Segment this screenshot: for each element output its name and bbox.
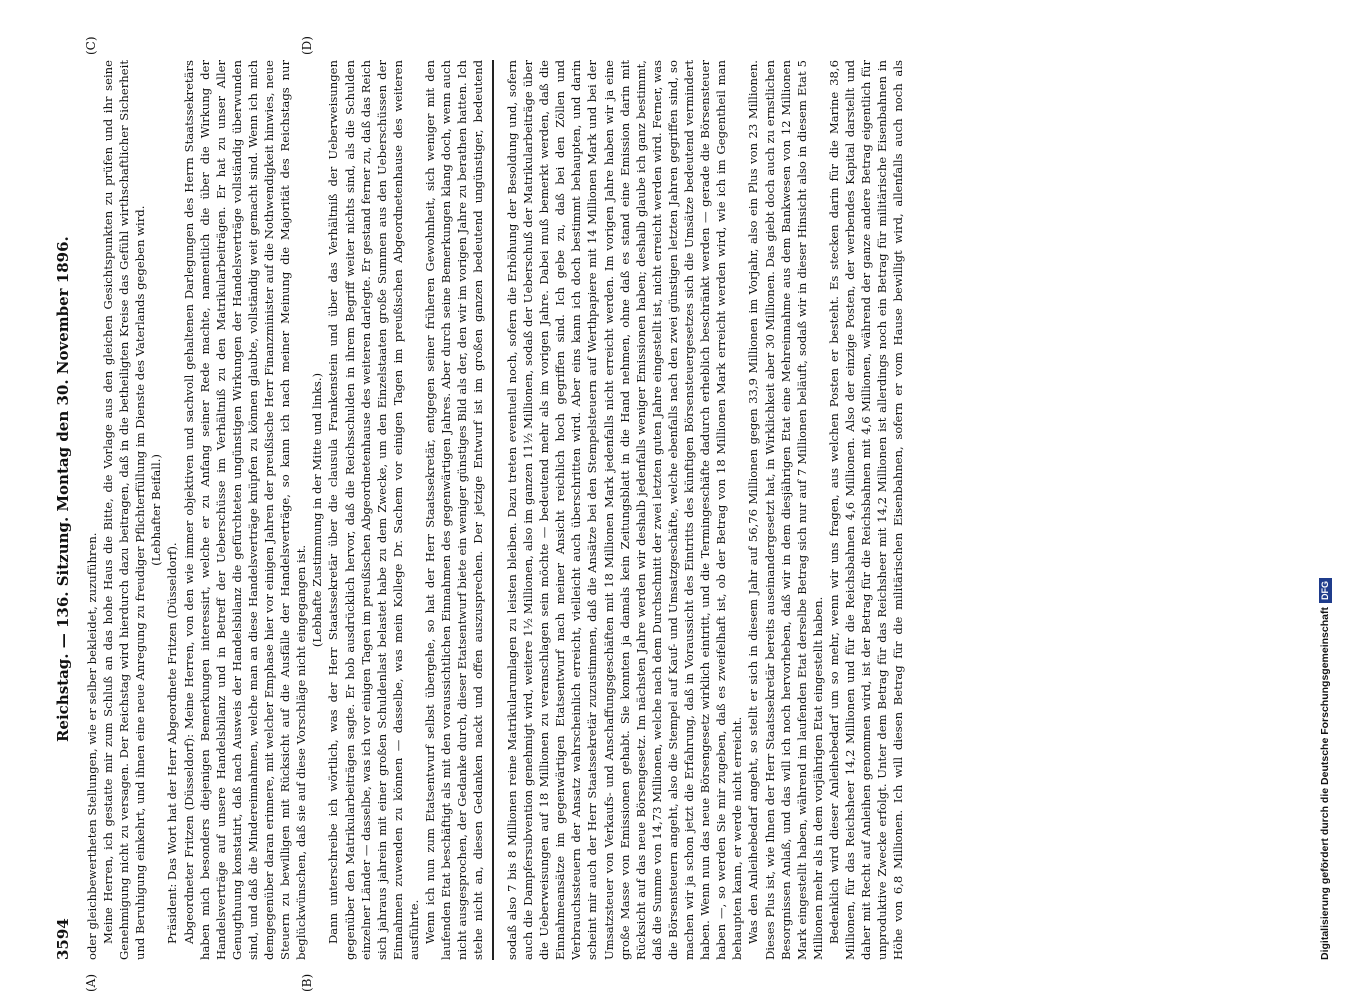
applause-note: (Lebhafte Zustimmung in der Mitte und links.) — [310, 372, 325, 648]
section-marker-b: (B) — [300, 973, 314, 992]
digitization-note-text: Digitalisierung gefördert durch die Deutsche Forschungsgemeinschaft — [1319, 607, 1331, 960]
page-number: 3594 — [54, 918, 72, 960]
page-title: Reichstag. — 136. Sitzung. Montag den 30. November 1896. — [54, 236, 72, 743]
left-column — [84, 60, 489, 960]
applause-note: (Lebhafter Beifall.) — [149, 454, 164, 566]
paragraph: Meine Herren, ich gestatte mir zum Schluß an das hohe Haus die Bitte, die Vorlage aus den gleichen Gesichtspunkten zu prüfen und ihr seine Genehmigung nicht zu versagen. Der Reichstag wird hierdurch dazu beitragen, daß in die betheiligten Kreise das Gefühl wirthschaftlicher Sicherheit und Beruhigung einkehrt, und ihnen eine neue Anregung zu freudiger Pflichterfüllung im Dienste des Vaterlands gegeben wird. — [101, 60, 148, 960]
section-marker-d: (D) — [300, 36, 314, 55]
column-divider — [492, 60, 494, 960]
speaker-announcement: Präsident: Das Wort hat der Herr Abgeordnete Fritzen (Düsseldorf). — [165, 542, 180, 944]
right-column — [504, 60, 909, 960]
paragraph: Abgeordneter Fritzen (Düsseldorf): Meine Herren, von den wie immer objektiven und sachvoll gehaltenen Darlegungen des Herrn Staatssekretärs haben mich besonders diejenigen Bemerkungen interessirt, welche er zu Anfang seiner Rede machte, namentlich die über die Wirkung der Handelsverträge auf unsere Handelsbilanz und in Betreff der Ueberschüsse im Verhältniß zu den Matrikularbeiträgen. Er hat zu unser Aller Genugthuung konstatirt, daß nach Ausweis der Handelsbilanz die gefürchteten ungünstigen Wirkungen der Handelsverträge vollständig überwunden sind, und daß die Mindereinnahmen, welche man an diese Handelsverträge knüpfen zu können glaubte, vollständig weit gemacht sind. Wenn ich mich demgegenüber daran erinnere, mit welcher Emphase hier vor einigen Jahren der preußische Herr Finanzminister auf die Nothwendigkeit hinwies, neue Steuern zu bewilligen mit Rücksicht auf die Ausfälle der Handelsverträge, so kann ich nach meiner Meinung die Majorität des Reichstags nur beglückwünschen, daß sie auf diese Vorschläge nicht eingegangen ist. — [181, 60, 309, 960]
dfg-logo: DFG — [1319, 578, 1332, 603]
section-marker-a: (A) — [84, 973, 98, 992]
digitization-note — [1313, 10, 1337, 960]
paragraph: oder gleichbewertheten Stellungen, wie er selber bekleidet, zuzuführen. — [85, 532, 99, 960]
page-header — [52, 60, 74, 960]
paragraph: Wenn ich nun zum Etatsentwurf selbst übergehe, so hat der Herr Staatssekretär, entgegen seiner früheren Gewohnheit, sich weniger mit den laufenden Etat beschäftigt als mit den voraussichtlichen Einnahmen des gegenwärtigen Jahres. Aber durch seine Bemerkungen klang doch, wenn auch nicht ausgesprochen, der Gedanke durch, dieser Etatsentwurf biete ein weniger günstiges Bild als der, den wir im vorigen Jahre zu berathen hatten. Ich stehe nicht an, diesen Gedanken nackt und offen auszusprechen. Der jetzige Entwurf ist im großen ganzen bedeutend ungünstiger, bedeutend — [422, 60, 486, 960]
rotated-page-content — [0, 20, 1290, 1000]
paragraph: Dann unterschreibe ich wörtlich, was der Herr Staatssekretär über die clausula Frankenstein und über das Verhältniß der Ueberweisungen gegenüber den Matrikularbeiträgen sagte. Er hob ausdrücklich hervor, daß die Reichsschulden in ihrem Begriff weiter nichts sind, als die Schulden einzelner Länder — dasselbe, was ich vor einigen Tagen im preußischen Abgeordnetenhause des weiteren darlegte. Er gestand ferner zu, daß das Reich sich jahraus jahrein mit einer großen Schuldenlast belastet habe zu dem Zwecke, um den Einzelstaaten große Summen aus den Ueberschüssen der Einnahmen zuwenden zu können — dasselbe, was mein Kollege Dr. Sachem vor einigen Tagen im preußischen Abgeordnetenhause des weiteren ausführte. — [326, 60, 421, 960]
section-marker-c: (C) — [84, 36, 98, 55]
page-body — [0, 20, 1290, 1000]
paragraph: Was den Anleihebedarf angeht, so stellt er sich in diesem Jahr auf 56,76 Millionen gegen 33,9 Millionen im Vorjahr, also ein Plus von 23 Millionen. Dieses Plus ist, wie Ihnen der Herr Staatssekretär bereits auseinandergesetzt hat, in Wirklichkeit aber 30 Millionen. Das giebt doch auch zu ernstlichen Besorgnissen Anlaß, und das will ich noch hervorheben, daß wir in dem diesjährigen Etat eine Mehreinnahme aus dem Bankwesen von 12 Millionen Mark eingestellt haben, während im laufenden Etat derselbe Betrag sich nur auf 7 Millionen beläuft, sodaß wir in dieser Hinsicht also in diesem Etat 5 Millionen mehr als in dem vorjährigen Etat eingestellt haben. — [746, 60, 825, 960]
paragraph: sodaß also 7 bis 8 Millionen reine Matrikularumlagen zu leisten bleiben. Dazu treten eventuell noch, sofern die Erhöhung der Besoldung und, sofern auch die Dampfersubvention genehmigt wird, weitere 1½ Millionen, also im ganzen 11½ Millionen, sodaß der Ueberschuß der Matrikularbeiträge über die Ueberweisungen auf 18 Millionen zu veranschlagen sein möchte — bedeutend mehr als im vorigen Jahre. Dabei muß bemerkt werden, daß die Einnahmeansätze im gegenwärtigen Etatsentwurf nach meiner Ansicht reichlich hoch gegriffen sind. Ich gebe zu, daß bei den Zöllen und Verbrauchssteuern der Ansatz wahrscheinlich erreicht, vielleicht auch überschritten wird. Aber eins kann ich doch bestimmt behaupten, und darin scheint mir auch der Herr Staatssekretär zuzustimmen, daß die Ansätze bei den Stempelsteuern auf Werthpapiere mit 14 Millionen Mark und bei der Umsatzsteuer von Verkaufs- und Anschaffungsgeschäften mit 18 Millionen Mark jedenfalls nicht erreicht werden. Im vorigen Jahre haben wir ja eine große Masse von Emissionen gehabt. Sie konnten ja damals kein Zeitungsblatt in die Hand nehmen, ohne daß es stand eine Emission darin mit Rücksicht auf das neue Börsengesetz. Im nächsten Jahre werden wir deshalb jedenfalls weniger Emissionen haben; deshalb glaube ich ganz bestimmt, daß die Summe von 14,73 Millionen, welche nach dem Durchschnitt der zwei letzten guten Jahre eingestellt ist, nicht erreicht werden wird. Ferner, was die Börsensteuern angeht, also die Stempel auf Kauf- und Umsatzgeschäfte, welche ebenfalls nach den zwei günstigen letzten Jahren gegriffen sind, so machen wir ja schon jetzt die Erfahrung, daß in Voraussicht des Eintritts des künftigen Börsensteuergesetzes sich die Umsätze bedeutend vermindert haben. Wenn nun das neue Börsengesetz wirklich eintritt, und die Termingeschäfte dadurch erheblich beschränkt werden — gerade die Börsensteuer haben —, so werden Sie mir zugeben, daß es zweifelhaft ist, ob der Betrag von 18 Millionen Mark erreicht werden wird, wie ich im Gegentheil man behaupten kann, er werde nicht erreicht. — [505, 60, 745, 960]
paragraph: Bedenklich wird dieser Anleihebedarf um so mehr, wenn wir uns fragen, aus welchen Posten er besteht. Es stecken darin für die Marine 38,6 Millionen, für das Reichsheer 14,2 Millionen und für die Reichsbahnen 4,6 Millionen. Also der einzige Posten, der werbendes Kapital darstellt und daher mit Recht auf Anleihen genommen wird, ist der Betrag für die Reichsbahnen mit 4,6 Millionen, während der ganze andere Betrag eigentlich für unproduktive Zwecke erfolgt. Unter dem Betrag für das Reichsheer mit 14,2 Millionen ist allerdings noch ein Betrag für militärische Eisenbahnen in Höhe von 6,8 Millionen. Ich will diesen Betrag für die militärischen Eisenbahnen, sofern er vom Hause bewilligt wird, allenfalls auch noch als — [826, 60, 906, 960]
